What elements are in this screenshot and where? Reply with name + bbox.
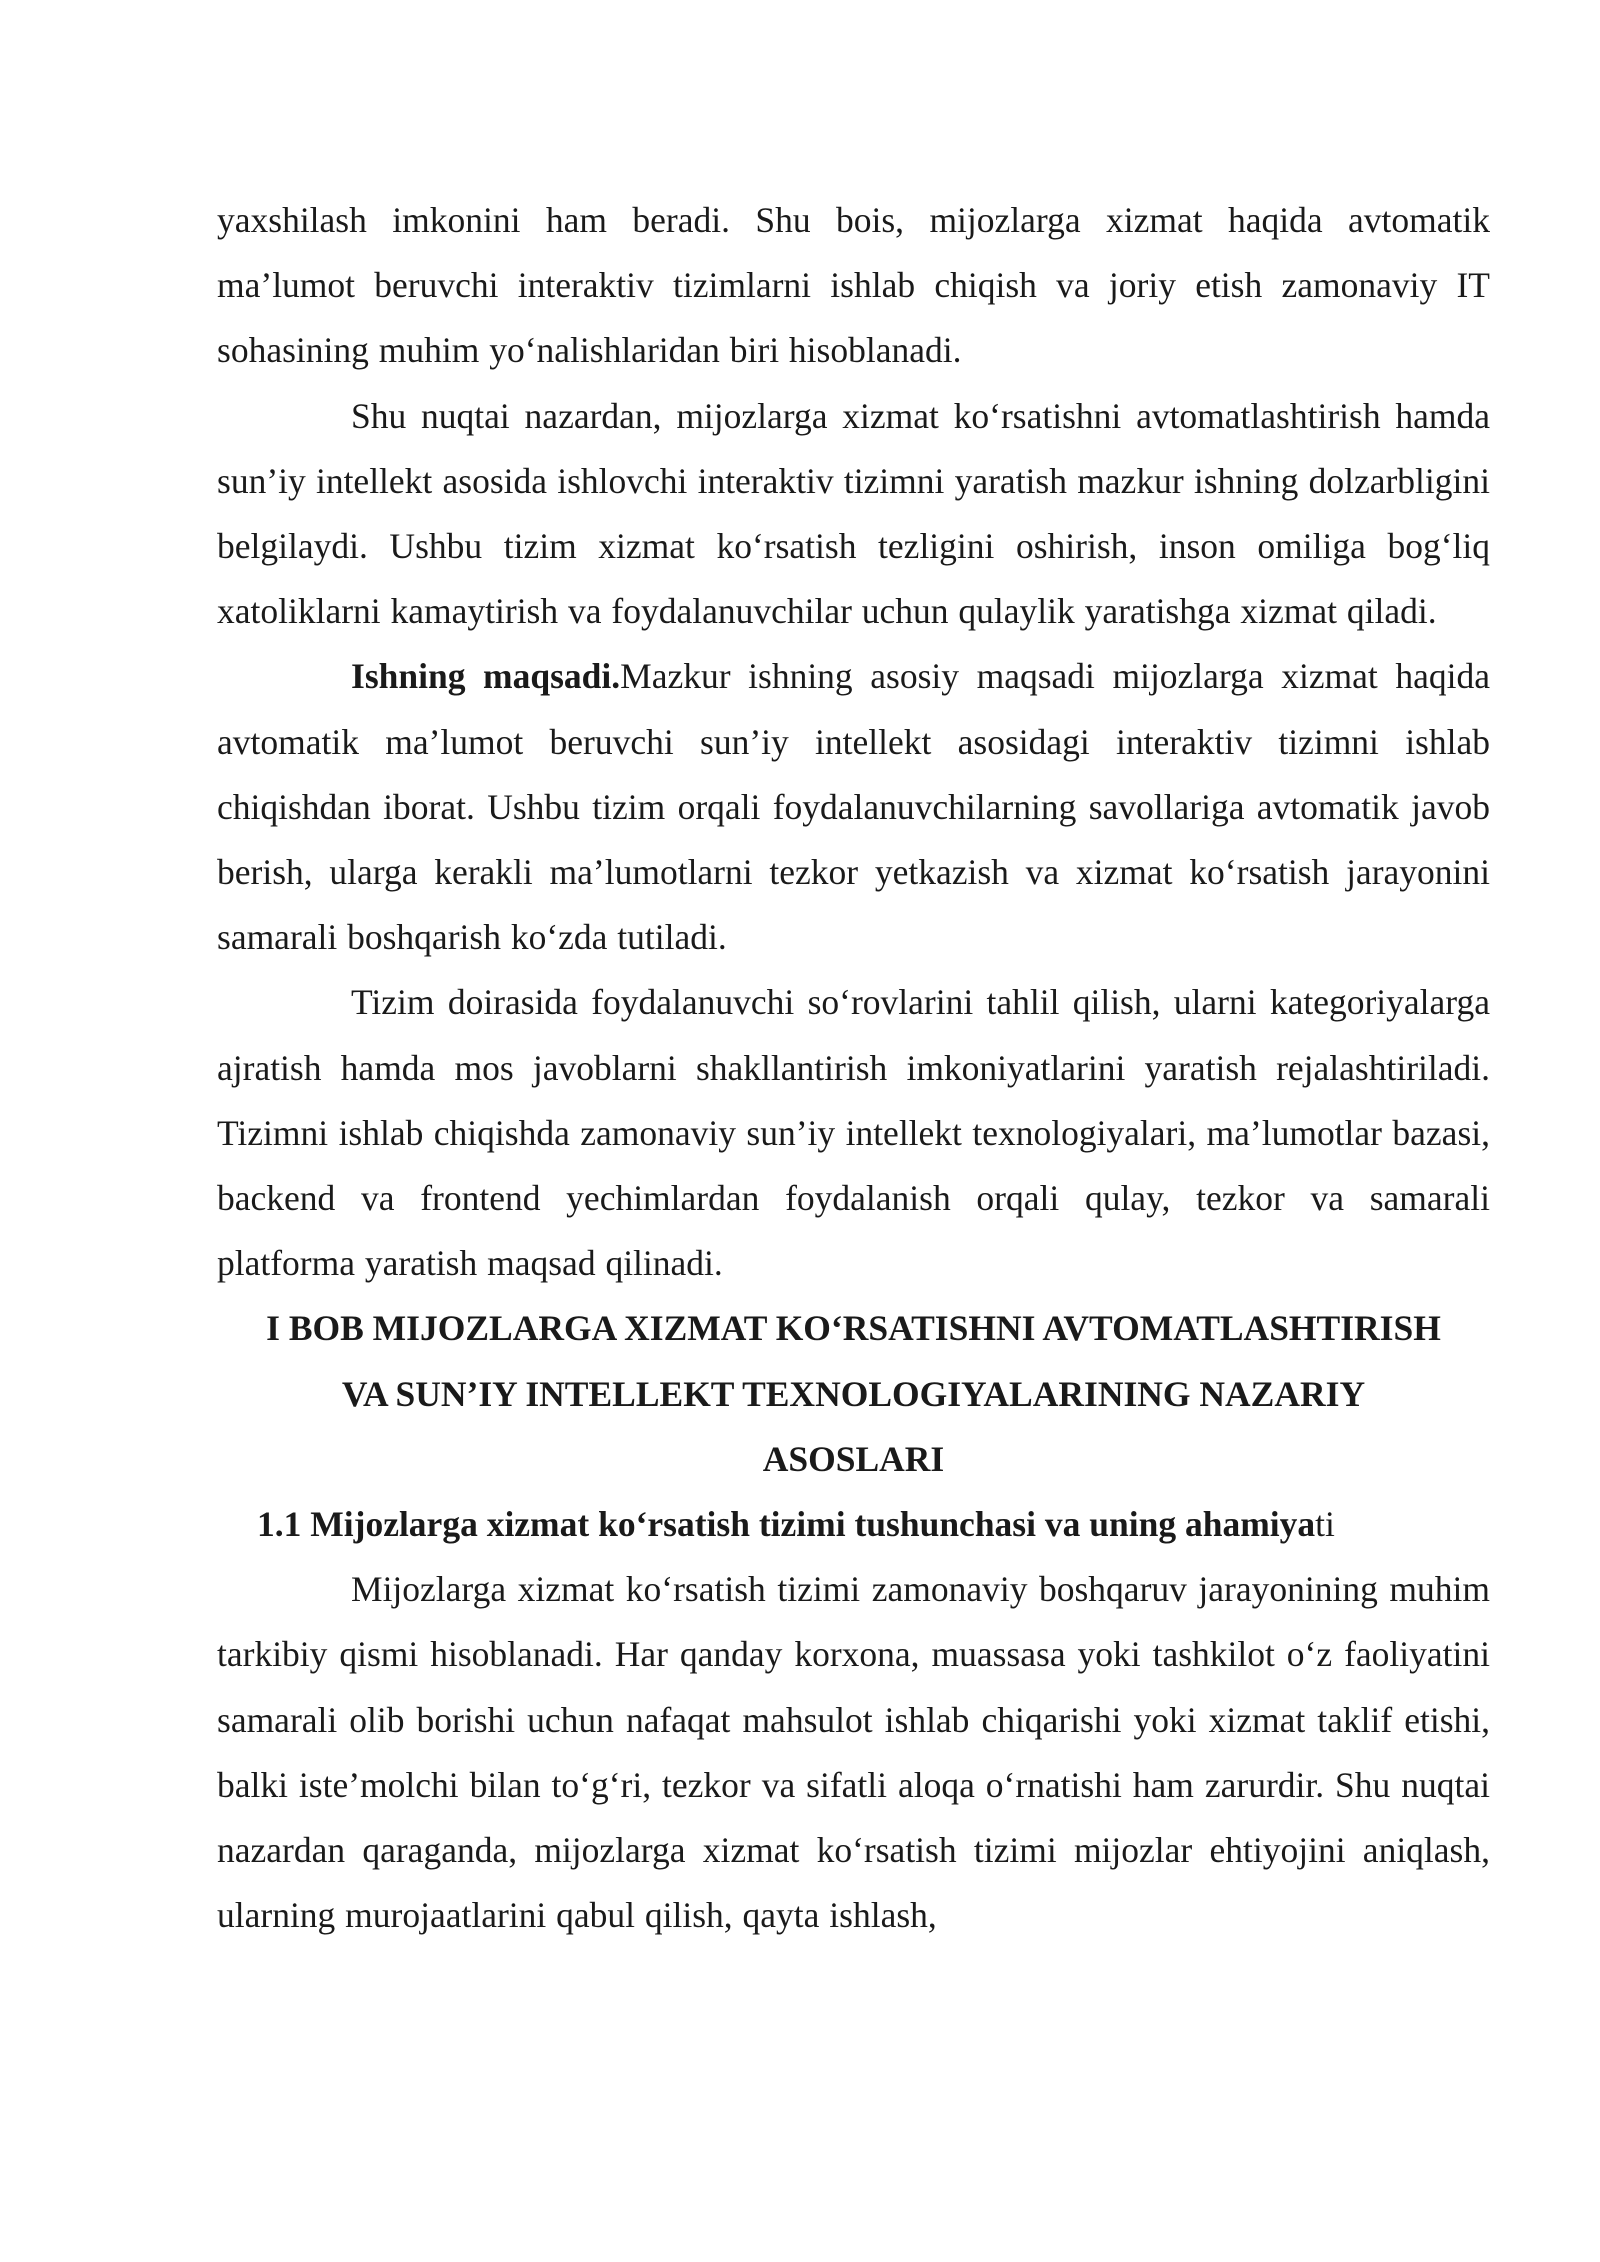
paragraph-goal: [217, 644, 1490, 970]
section-title-bold: 1.1 Mijozlarga xizmat ko‘rsatish tizimi tushunchasi va uning ahamiya: [257, 1504, 1316, 1545]
paragraph-scope: Tizim doirasida foydalanuvchi so‘rovlarini tahlil qilish, ularni kategoriyalarga ajratish hamda mos javoblarni shakllantirish imkoniyatlarini yaratish rejalashtiriladi. Tizimni ishlab chiqishda zamonaviy sun’iy intellekt texnologiyalari, ma’lumotlar bazasi, backend va frontend yechimlardan foydalanish orqali qulay, tezkor va samarali platforma yaratish maqsad qilinadi.: [217, 982, 1490, 1284]
paragraph-section-body: Mijozlarga xizmat ko‘rsatish tizimi zamonaviy boshqaruv jarayonining muhim tarkibiy qismi hisoblanadi. Har qanday korxona, muassasa yoki tashkilot o‘z faoliyatini samarali olib borishi uchun nafaqat mahsulot ishlab chiqarishi yoki xizmat taklif etishi, balki iste’molchi bilan to‘g‘ri, tezkor va sifatli aloqa o‘rnatishi ham zarurdir. Shu nuqtai nazardan qaraganda, mijozlarga xizmat ko‘rsatish tizimi mijozlar ehtiyojini aniqlash, ularning murojaatlarini qabul qilish, qayta ishlash,: [217, 1569, 1490, 1936]
goal-text: Mazkur ishning asosiy maqsadi mijozlarga xizmat haqida avtomatik ma’lumot beruvchi sun’iy intellekt asosidagi interaktiv tizimni ishlab chiqishdan iborat. Ushbu tizim orqali foydalanuvchilarning savollariga avtomatik javob berish, ularga kerakli ma’lumotlarni tezkor yetkazish va xizmat ko‘rsatish jarayonini samarali boshqarish ko‘zda tutiladi.: [217, 656, 1490, 958]
document-page: [217, 188, 1490, 1948]
chapter-title-line-1: I BOB MIJOZLARGA XIZMAT KO‘RSATISHNI AVTOMATLASHTIRISH: [266, 1308, 1441, 1349]
chapter-title-line-2: VA SUN’IY INTELLEKT TEXNOLOGIYALARINING NAZARIY: [341, 1373, 1366, 1414]
goal-heading: Ishning maqsadi.: [351, 656, 621, 697]
paragraph-continuation: yaxshilash imkonini ham beradi. Shu bois, mijozlarga xizmat haqida avtomatik ma’lumot beruvchi interaktiv tizimlarni ishlab chiqish va joriy etish zamonaviy IT sohasining muhim yo‘nalishlaridan biri hisoblanadi.: [217, 200, 1490, 371]
section-title: [217, 1492, 1490, 1557]
chapter-title-line-3: ASOSLARI: [762, 1438, 945, 1479]
chapter-title: [217, 1296, 1490, 1492]
paragraph-relevance: Shu nuqtai nazardan, mijozlarga xizmat ko‘rsatishni avtomatlashtirish hamda sun’iy intellekt asosida ishlovchi interaktiv tizimni yaratish mazkur ishning dolzarbligini belgilaydi. Ushbu tizim xizmat ko‘rsatish tezligini oshirish, inson omiliga bog‘liq xatoliklarni kamaytirish va foydalanuvchilar uchun qulaylik yaratishga xizmat qiladi.: [217, 395, 1490, 632]
section-title-tail: ti: [1315, 1504, 1335, 1545]
